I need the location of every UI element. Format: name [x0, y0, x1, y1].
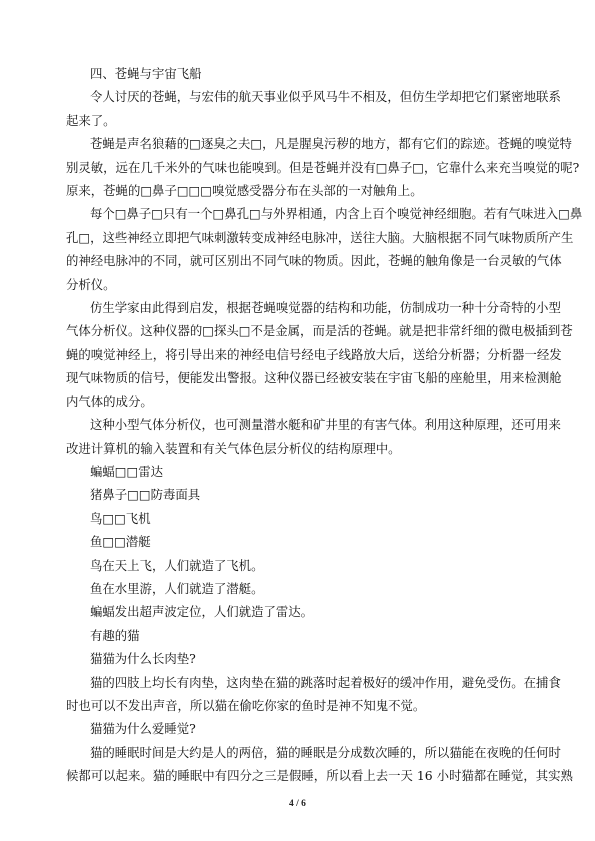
text-line: 鸟在天上飞，人们就造了飞机。 — [90, 557, 264, 573]
text-line: 鱼在水里游，人们就造了潜艇。 — [90, 580, 264, 596]
text-line: 仿生学家由此得到启发，根据苍蝇嗅觉器的结构和功能，仿制成功一种十分奇特的小型 — [90, 300, 561, 316]
text-line: 猫的睡眠时间是大约是人的两倍，猫的睡眠是分成数次睡的，所以猫能在夜晚的任何时 — [90, 744, 561, 760]
text-line: 猫猫为什么爱睡觉? — [90, 721, 196, 737]
text-line: 有趣的猫 — [90, 627, 140, 643]
text-line: 四、苍蝇与宇宙飞船 — [90, 66, 202, 81]
text-line: 气体分析仪。这种仪器的□探头□不是金属，而是活的苍蝇。就是把非常纤细的微电极插到苍 — [66, 323, 573, 339]
text-line: 蝇的嗅觉神经上，将引导出来的神经电信号经电子线路放大后，送给分析器；分析器一经发 — [66, 346, 562, 362]
text-line: 别灵敏，远在几千米外的气味也能嗅到。但是苍蝇并没有□鼻子□，它靠什么来充当嗅觉的呢? — [66, 159, 580, 175]
text-line: 时也可以不发出声音，所以猫在偷吃你家的鱼时是神不知鬼不觉。 — [66, 697, 426, 713]
text-line: 候都可以起来。猫的睡眠中有四分之三是假睡，所以看上去一天 16 小时猫都在睡觉，其实熟 — [66, 768, 573, 784]
text-line: 内气体的成分。 — [66, 393, 153, 409]
body-text — [66, 62, 583, 788]
text-line: 孔□，这些神经立即把气味刺激转变成神经电脉冲，送往大脑。大脑根据不同气味物质所产生 — [66, 229, 574, 245]
text-line: 猪鼻子□□防毒面具 — [90, 487, 201, 503]
text-line: 这种小型气体分析仪，也可测量潜水艇和矿井里的有害气体。利用这种原理，还可用来 — [90, 417, 561, 433]
text-line: 蝙蝠发出超声波定位，人们就造了雷达。 — [90, 604, 314, 620]
text-line: 猫的四肢上均长有肉垫，这肉垫在猫的跳落时起着极好的缓冲作用，避免受伤。在捕食 — [90, 674, 561, 690]
text-line: 苍蝇是声名狼藉的□逐臭之夫□，凡是腥臭污秽的地方，都有它们的踪迹。苍蝇的嗅觉特 — [90, 136, 572, 152]
text-line: 鱼□□潜艇 — [90, 534, 151, 550]
text-line: 鸟□□飞机 — [90, 510, 151, 526]
text-line: 原来，苍蝇的□鼻子□□□嗅觉感受器分布在头部的一对触角上。 — [66, 183, 423, 199]
text-line: 的神经电脉冲的不同，就可区别出不同气味的物质。因此，苍蝇的触角像是一台灵敏的气体 — [66, 253, 562, 269]
text-line: 现气味物质的信号，便能发出警报。这种仪器已经被安装在宇宙飞船的座舱里，用来检测舱 — [66, 370, 562, 386]
text-line: 蝙蝠□□雷达 — [90, 463, 163, 479]
text-line: 分析仪。 — [66, 276, 116, 292]
text-line: 猫猫为什么长肉垫? — [90, 651, 196, 667]
text-line: 起来了。 — [66, 112, 116, 128]
text-line: 改进计算机的输入装置和有关气体色层分析仪的结构原理中。 — [66, 440, 401, 456]
text-line: 每个□鼻子□只有一个□鼻孔□与外界相通，内含上百个嗅觉神经细胞。若有气味进入□鼻 — [90, 206, 583, 222]
page-number: 4 / 6 — [289, 799, 306, 809]
text-line: 令人讨厌的苍蝇，与宏伟的航天事业似乎风马牛不相及，但仿生学却把它们紧密地联系 — [90, 89, 561, 105]
